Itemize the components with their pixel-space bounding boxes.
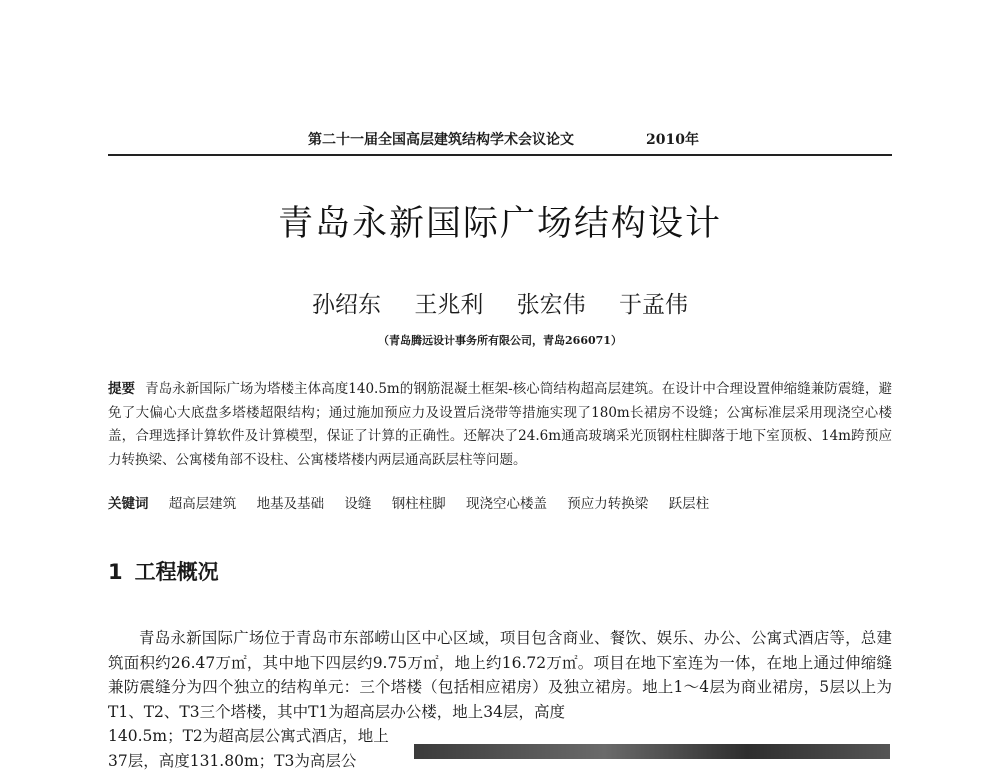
conference-name: 第二十一届全国高层建筑结构学术会议论文 xyxy=(308,132,574,148)
conference-year: 2010年 xyxy=(646,132,699,148)
keyword: 跃层柱 xyxy=(668,496,710,512)
keyword: 现浇空心楼盖 xyxy=(465,496,547,512)
keyword: 预应力转换梁 xyxy=(567,496,649,512)
section-number: 1 xyxy=(108,560,123,584)
running-header xyxy=(108,126,892,156)
author-name: 于孟伟 xyxy=(618,292,688,318)
author-name: 王兆利 xyxy=(414,292,484,318)
abstract-block xyxy=(108,378,892,472)
author-list xyxy=(0,286,1000,319)
abstract-text: 青岛永新国际广场为塔楼主体高度140.5m的钢筋混凝土框架-核心筒结构超高层建筑。在设计中合理设置伸缩缝兼防震缝，避免了大偏心大底盘多塔楼超限结构；通过施加预应力及设置后浇带等措施实现了180m长裙房不设缝；公寓标准层采用现浇空心楼盖，合理选择计算软件及计算模型，保证了计算的正确性。还解决了24.6m通高玻璃采光顶钢柱柱脚落于地下室顶板、14m跨预应力转换梁、公寓楼角部不设柱、公寓楼塔楼内两层通高跃层柱等问题。 xyxy=(108,381,892,468)
keywords-label: 关键词 xyxy=(108,496,149,512)
keyword: 钢柱柱脚 xyxy=(391,496,446,512)
affiliation: （青岛腾远设计事务所有限公司，青岛266071） xyxy=(378,334,622,347)
abstract-label: 提要 xyxy=(108,381,136,397)
keyword: 设缝 xyxy=(344,496,372,512)
body-paragraph: 青岛永新国际广场位于青岛市东部崂山区中心区域，项目包含商业、餐饮、娱乐、办公、公寓式酒店等，总建筑面积约26.47万㎡，其中地下四层约9.75万㎡，地上约16.72万㎡。项目在地下室连为一体，在地上通过伸缩缝兼防震缝分为四个独立的结构单元：三个塔楼（包括相应裙房）及独立裙房。地上1～4层为商业裙房，5层以上为T1、T2、T3三个塔楼，其中T1为超高层办公楼，地上34层，高度 xyxy=(108,629,892,721)
author-name: 张宏伟 xyxy=(516,292,586,318)
keywords-block xyxy=(108,494,892,514)
paper-title: 青岛永新国际广场结构设计 xyxy=(277,204,722,244)
section-title: 工程概况 xyxy=(134,560,219,584)
keyword: 超高层建筑 xyxy=(168,496,237,512)
section-heading xyxy=(108,556,219,586)
keyword: 地基及基础 xyxy=(256,496,325,512)
building-photo xyxy=(414,744,890,759)
body-paragraph-continued: 140.5m；T2为超高层公寓式酒店，地上37层，高度131.80m；T3为高层公 xyxy=(108,727,389,770)
author-name: 孙绍东 xyxy=(312,292,382,318)
